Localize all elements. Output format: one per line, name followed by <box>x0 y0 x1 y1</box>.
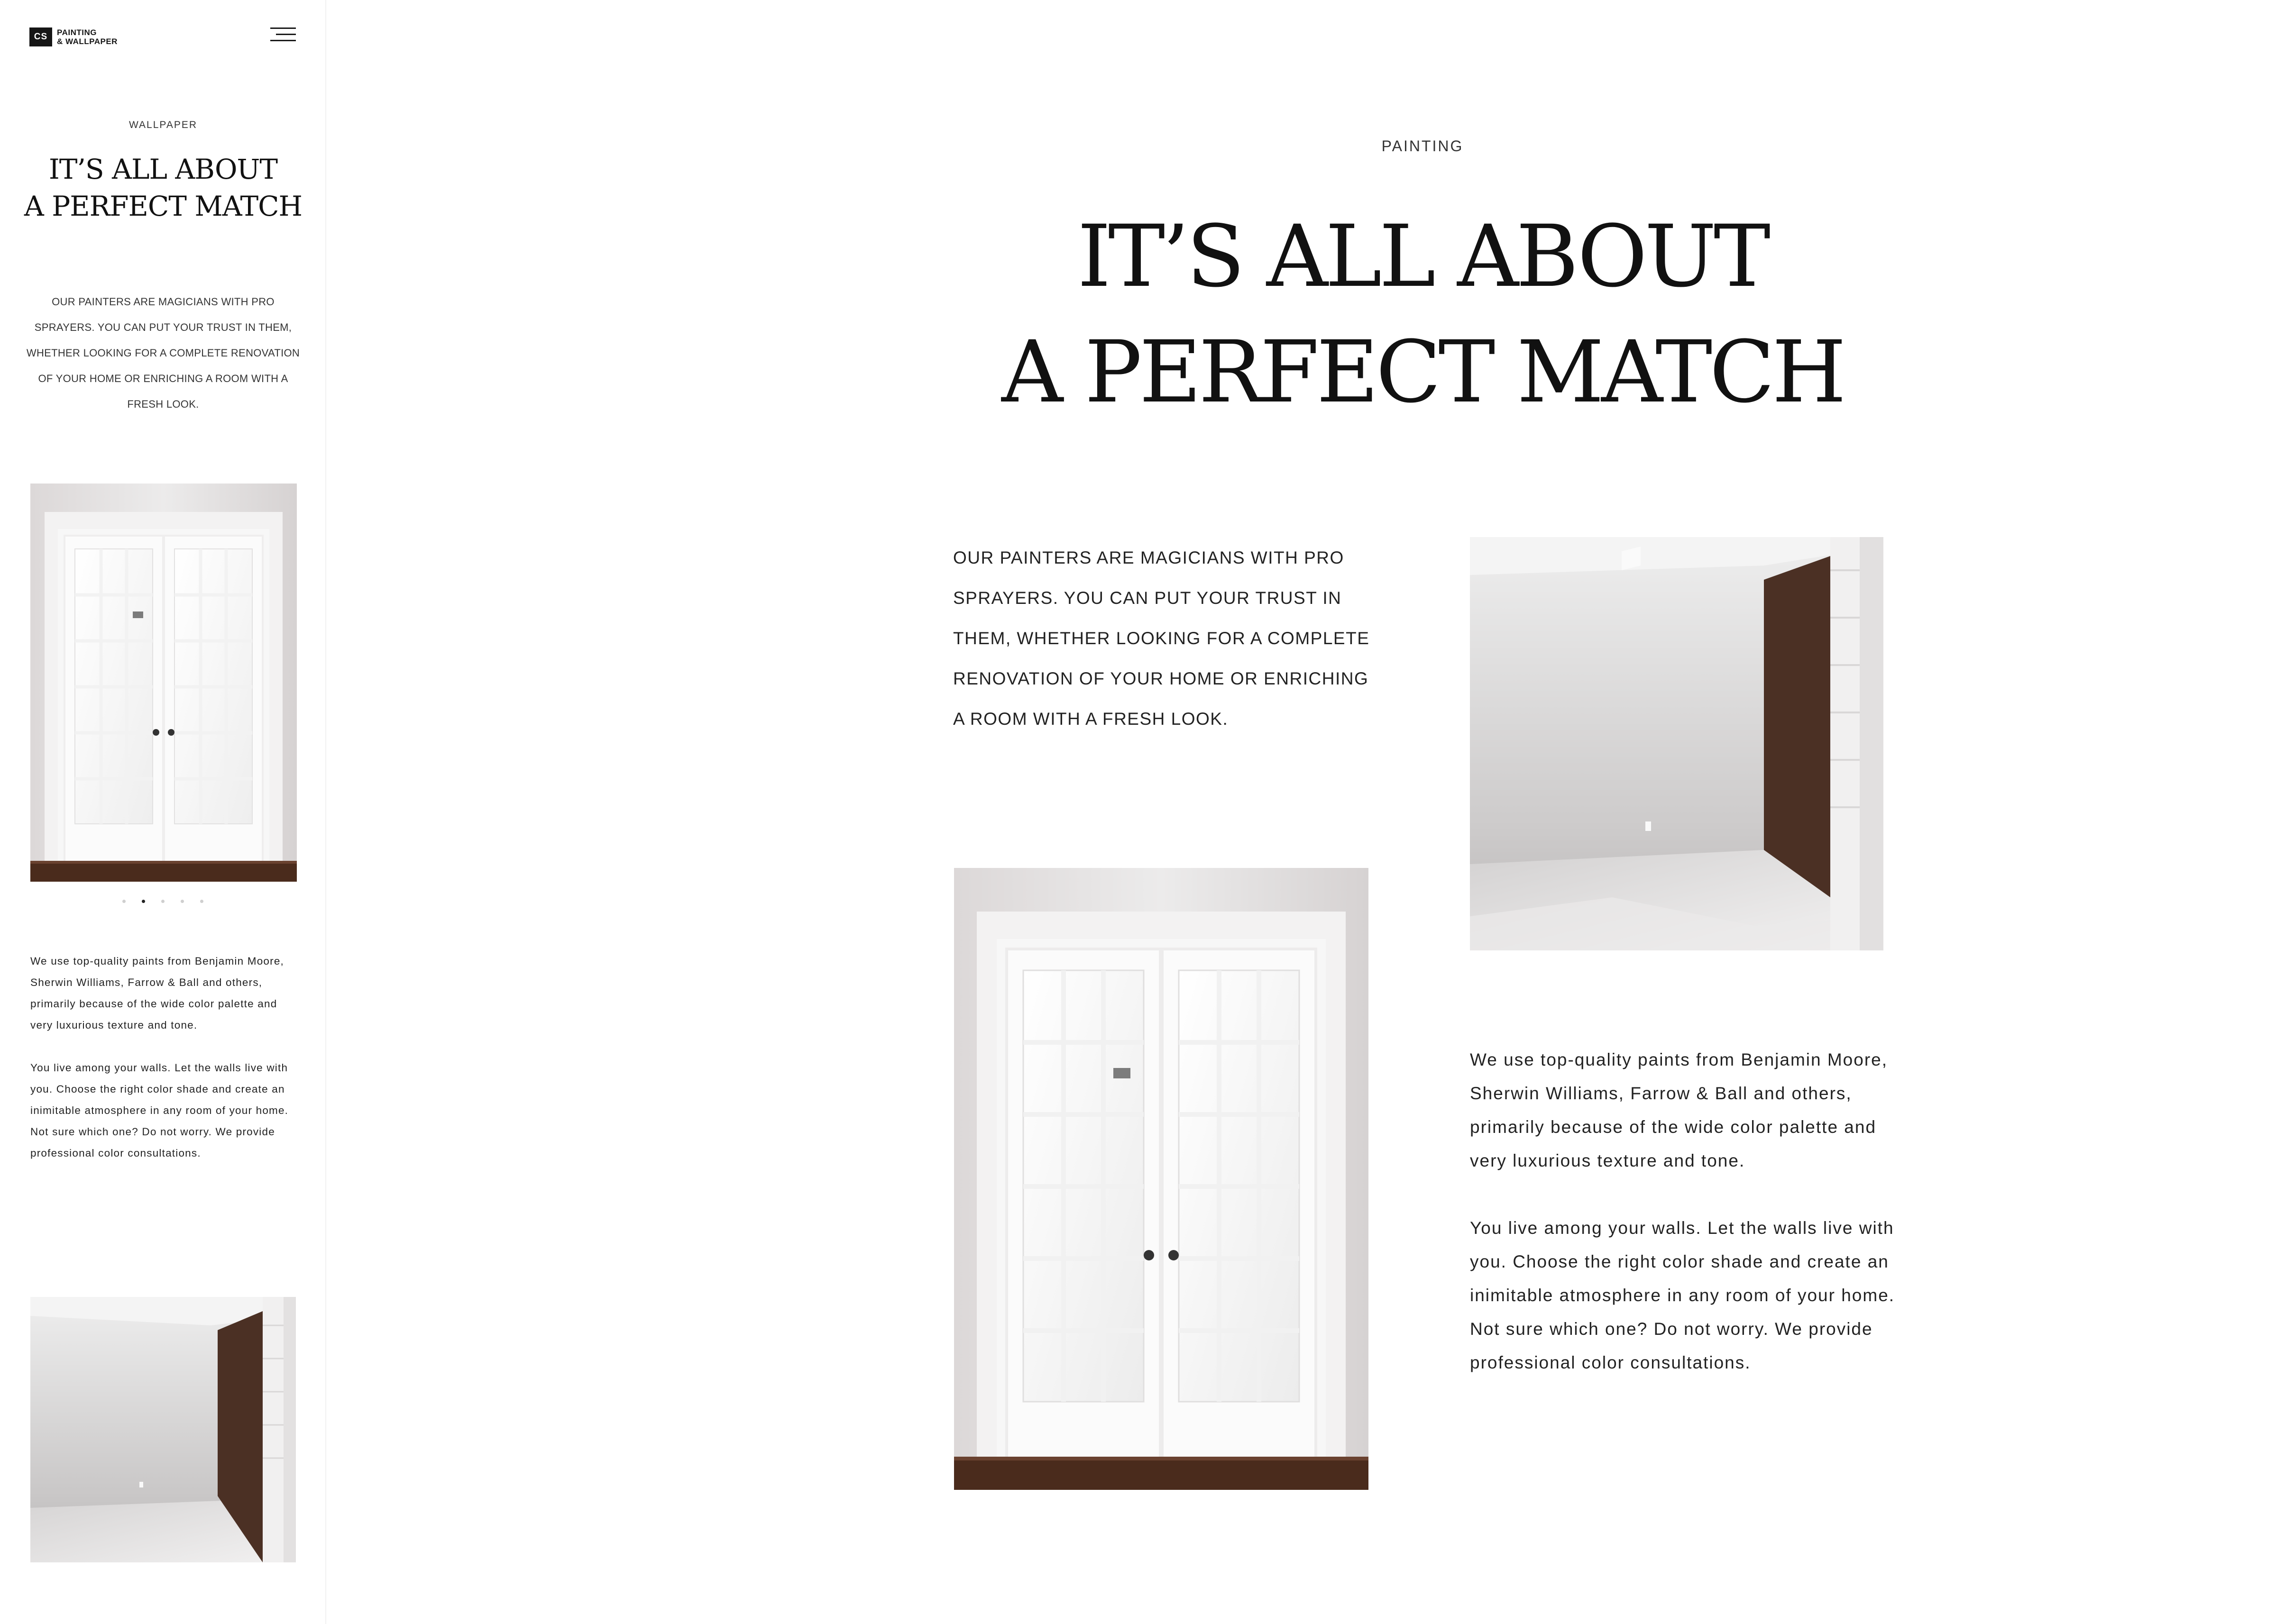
title-line-1: IT’S ALL ABOUT <box>1077 207 1768 306</box>
logo-line-1: PAINTING <box>57 28 97 37</box>
body-text <box>30 950 301 1185</box>
logo[interactable] <box>29 27 118 46</box>
section-title <box>901 199 1944 430</box>
section-title <box>0 151 326 225</box>
body-paragraph-1: We use top-quality paints from Benjamin Moore, Sherwin Williams, Farrow & Ball and others, primarily because of the wide color palette and very luxurious texture and tone. <box>1470 1050 1888 1170</box>
carousel-dot[interactable] <box>122 900 126 903</box>
title-line-2: A PERFECT MATCH <box>24 190 303 222</box>
body-text <box>1470 1043 1897 1413</box>
mobile-preview <box>0 0 326 1624</box>
room-photo[interactable] <box>30 1297 296 1562</box>
section-eyebrow: PAINTING <box>1381 137 1464 155</box>
logo-text <box>57 28 118 46</box>
room-photo[interactable] <box>1470 537 1883 950</box>
hamburger-menu-icon[interactable] <box>270 27 296 46</box>
door-photo[interactable] <box>954 868 1368 1490</box>
door-photo[interactable] <box>30 484 297 882</box>
logo-line-2: & WALLPAPER <box>57 37 118 46</box>
body-paragraph-2: You live among your walls. Let the walls live with you. Choose the right color shade and create an inimitable atmosphere in any room of your home. Not sure which one? Do not worry. We provide professional color consultations. <box>30 1062 289 1159</box>
section-eyebrow: WALLPAPER <box>128 119 198 130</box>
body-paragraph-2: You live among your walls. Let the walls live with you. Choose the right color shade and create an inimitable atmosphere in any room of your home. Not sure which one? Do not worry. We provide professional color consultations. <box>1470 1218 1895 1372</box>
body-paragraph-1: We use top-quality paints from Benjamin Moore, Sherwin Williams, Farrow & Ball and others, primarily because of the wide color palette and very luxurious texture and tone. <box>30 955 284 1031</box>
logo-mark: CS <box>29 27 52 46</box>
carousel-dot[interactable] <box>161 900 165 903</box>
carousel-dot[interactable] <box>181 900 184 903</box>
intro-text: OUR PAINTERS ARE MAGICIANS WITH PRO SPRAYERS. YOU CAN PUT YOUR TRUST IN THEM, WHETHER LOOKING FOR A COMPLETE RENOVATION OF YOUR HOME OR ENRICHING A ROOM WITH A FRESH LOOK. <box>953 548 1370 729</box>
carousel-dot-active[interactable] <box>142 900 145 903</box>
intro-text: OUR PAINTERS ARE MAGICIANS WITH PRO SPRAYERS. YOU CAN PUT YOUR TRUST IN THEM, WHETHER LOOKING FOR A COMPLETE RENOVATION OF YOUR HOME OR ENRICHING A ROOM WITH A FRESH LOOK. <box>26 296 300 410</box>
title-line-1: IT’S ALL ABOUT <box>48 153 278 185</box>
title-line-2: A PERFECT MATCH <box>1001 323 1844 422</box>
carousel-dot[interactable] <box>200 900 203 903</box>
carousel-dots <box>122 900 203 903</box>
